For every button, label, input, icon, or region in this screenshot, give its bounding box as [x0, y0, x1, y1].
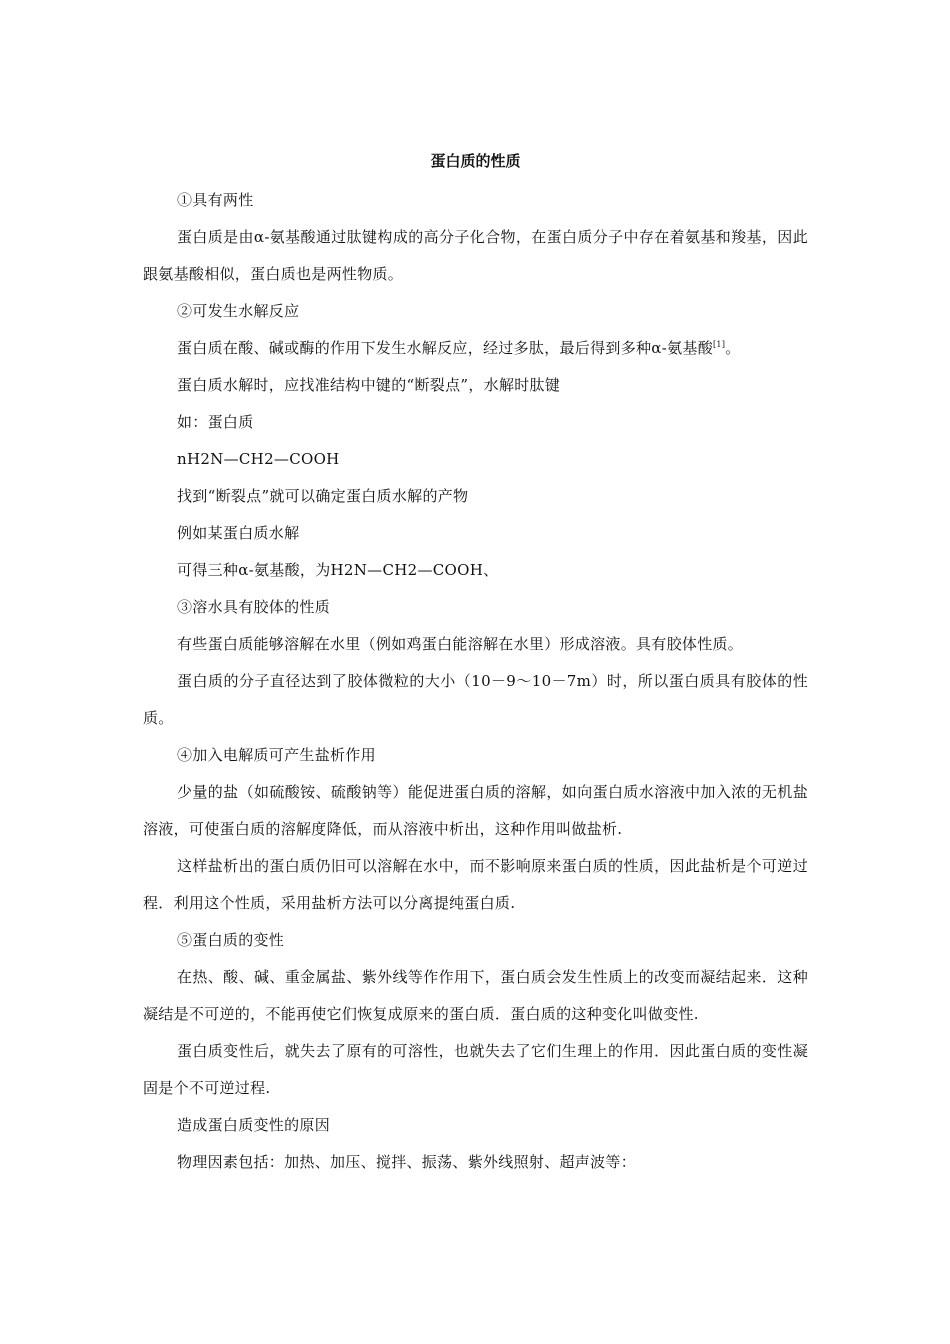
paragraph-text: 蛋白质在酸、碱或酶的作用下发生水解反应，经过多肽，最后得到多种α-氨基酸 [177, 339, 714, 357]
heading-hydrolysis: ②可发生水解反应 [177, 302, 300, 320]
document-title: 蛋白质的性质 [430, 152, 521, 170]
heading-salting-out: ④加入电解质可产生盐析作用 [177, 746, 376, 764]
paragraph: 在热、酸、碱、重金属盐、紫外线等作作用下，蛋白质会发生性质上的改变而凝结起来．这种凝结是不可逆的，不能再使它们恢复成原来的蛋白质．蛋白质的这种变化叫做变性. [143, 968, 808, 1023]
paragraph: 如：蛋白质 [177, 413, 254, 431]
paragraph: 蛋白质水解时，应找准结构中键的“断裂点”，水解时肽键 [177, 376, 561, 394]
formula-line: nH2N—CH2—COOH [177, 450, 340, 468]
paragraph: 这样盐析出的蛋白质仍旧可以溶解在水中，而不影响原来蛋白质的性质，因此盐析是个可逆过程．利用这个性质，采用盐析方法可以分离提纯蛋白质. [143, 857, 808, 912]
paragraph: 可得三种α-氨基酸，为H2N—CH2—COOH、 [177, 561, 499, 579]
paragraph: 物理因素包括：加热、加压、搅拌、振荡、紫外线照射、超声波等： [177, 1153, 637, 1171]
heading-denaturation: ⑤蛋白质的变性 [177, 931, 285, 949]
heading-amphoteric: ①具有两性 [177, 191, 254, 209]
paragraph: 少量的盐（如硫酸铵、硫酸钠等）能促进蛋白质的溶解，如向蛋白质水溶液中加入浓的无机盐溶液，可使蛋白质的溶解度降低，而从溶液中析出，这种作用叫做盐析. [143, 783, 808, 838]
paragraph: 有些蛋白质能够溶解在水里（例如鸡蛋白能溶解在水里）形成溶液。具有胶体性质。 [177, 635, 744, 653]
paragraph: 例如某蛋白质水解 [177, 524, 300, 542]
paragraph-tail: 。 [725, 339, 741, 357]
paragraph: 蛋白质变性后，就失去了原有的可溶性，也就失去了它们生理上的作用．因此蛋白质的变性凝固是个不可逆过程. [143, 1042, 808, 1097]
heading-colloid: ③溶水具有胶体的性质 [177, 598, 331, 616]
paragraph: 造成蛋白质变性的原因 [177, 1116, 331, 1134]
document-page [143, 140, 808, 1181]
paragraph: 蛋白质是由α-氨基酸通过肽键构成的高分子化合物，在蛋白质分子中存在着氨基和羧基，因此跟氨基酸相似，蛋白质也是两性物质。 [143, 228, 808, 283]
paragraph-with-footnote [143, 330, 808, 367]
paragraph: 找到“断裂点”就可以确定蛋白质水解的产物 [177, 487, 469, 505]
paragraph: 蛋白质的分子直径达到了胶体微粒的大小（10－9～10－7m）时，所以蛋白质具有胶体的性质。 [143, 672, 808, 727]
footnote-ref[interactable]: [1] [713, 340, 726, 349]
